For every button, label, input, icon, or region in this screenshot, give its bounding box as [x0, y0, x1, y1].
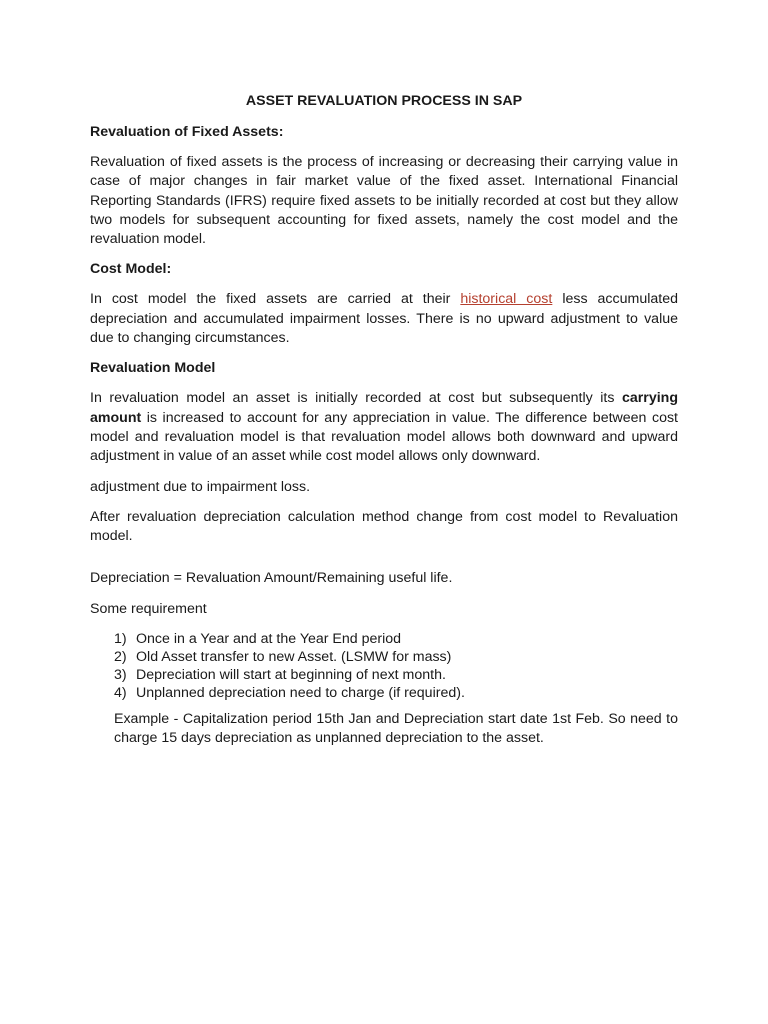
list-item-number: 4) [114, 685, 127, 702]
list-item [90, 630, 678, 648]
page-title: ASSET REVALUATION PROCESS IN SAP [245, 93, 523, 109]
paragraph-after-revaluation: After revaluation depreciation calculation method change from cost model to Revaluation model. [90, 508, 678, 545]
list-item-number: 1) [114, 631, 127, 648]
paragraph-revaluation-model [90, 389, 678, 466]
spacer [90, 557, 678, 569]
heading-cost-model: Cost Model: [90, 261, 172, 278]
list-item [90, 648, 678, 666]
paragraph-revaluation-intro: Revaluation of fixed assets is the process of increasing or decreasing their carrying value in case of major changes in fair market value of the fixed asset. International Financial Reporting Standards (IFRS) require fixed assets to be initially recorded at cost but they allow two models for subsequent accounting for fixed assets, namely the cost model and the revaluation model. [90, 154, 678, 248]
heading-revaluation-fixed-assets: Revaluation of Fixed Assets: [90, 124, 284, 140]
paragraph-cost-model [90, 290, 678, 348]
list-item [90, 666, 678, 684]
requirements-list [90, 630, 678, 702]
revaluation-model-text-start: In revaluation model an asset is initially recorded at cost but subsequently its [90, 390, 622, 407]
cost-model-text-start: In cost model the fixed assets are carried at their [90, 291, 461, 308]
list-item [90, 684, 678, 702]
revaluation-model-text-end: is increased to account for any appreciation in value. The difference between cost model and revaluation model is that revaluation model allows both downward and upward adjustment in value of an asset while cost model allows only downward. [90, 409, 678, 465]
requirements-intro: Some requirement [90, 600, 207, 617]
cost-model-text-end: less accumulated depreciation and accumulated impairment losses. There is no upward adjustment to value due to changing circumstances. [90, 291, 678, 347]
paragraph-continuation: adjustment due to impairment loss. [90, 478, 311, 495]
list-item-text: Unplanned depreciation need to charge (if required). [136, 685, 465, 702]
list-item-text: Depreciation will start at beginning of next month. [136, 667, 446, 684]
list-item-number: 3) [114, 667, 127, 684]
depreciation-formula: Depreciation = Revaluation Amount/Remaining useful life. [90, 570, 453, 587]
document-page [90, 92, 678, 749]
example-paragraph: Example - Capitalization period 15th Jan and Depreciation start date 1st Feb. So need to charge 15 days depreciation as unplanned depreciation to the asset. [114, 711, 678, 747]
heading-revaluation-model: Revaluation Model [90, 360, 216, 377]
list-item-text: Old Asset transfer to new Asset. (LSMW for mass) [136, 649, 452, 666]
carrying-amount-bold: carrying amount [90, 390, 678, 426]
list-item-text: Once in a Year and at the Year End period [136, 631, 402, 648]
list-item-number: 2) [114, 649, 127, 666]
historical-cost-link[interactable]: historical cost [460, 291, 553, 308]
